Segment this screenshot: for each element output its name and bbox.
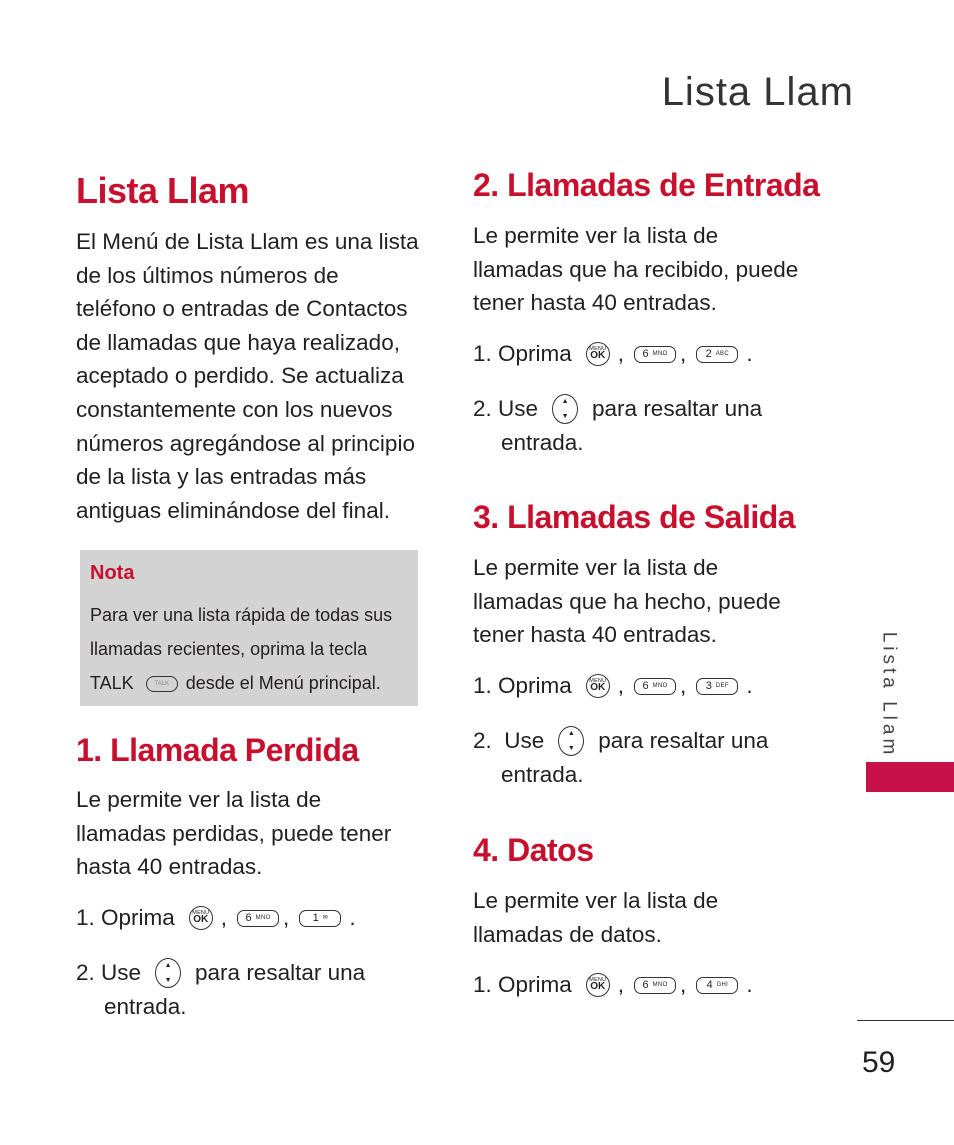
- intro-line: teléfono o entradas de Contactos: [76, 296, 408, 322]
- intro-line: constantemente con los nuevos: [76, 396, 393, 422]
- step-text: 2. Use: [473, 396, 539, 421]
- side-tab-marker: [866, 762, 954, 792]
- nav-key-icon: ▲ ▼: [155, 958, 181, 988]
- step-text: para resaltar una: [598, 728, 769, 753]
- step-1: [473, 671, 759, 701]
- step-2: [76, 956, 365, 1024]
- key-4-icon: 4 GHI: [696, 977, 738, 994]
- note-box: [80, 550, 418, 706]
- key-6-icon: 6 MNO: [634, 678, 676, 695]
- section-line: hasta 40 entradas.: [76, 854, 263, 880]
- section-heading: 1. Llamada Perdida: [76, 732, 359, 768]
- side-tab-text: Lista Llam: [878, 631, 900, 759]
- key-1-icon: 1 ✉: [299, 910, 341, 927]
- step-1: [76, 903, 362, 933]
- step-2: [473, 724, 768, 792]
- separator: ,: [220, 905, 228, 930]
- separator: ,: [283, 905, 290, 930]
- separator: .: [746, 673, 753, 698]
- step-text: para resaltar una: [592, 396, 763, 421]
- step-text: 1. Oprima: [473, 972, 572, 997]
- step-text: entrada.: [501, 762, 584, 787]
- section-line: Le permite ver la lista de: [76, 787, 322, 812]
- separator: .: [746, 972, 753, 997]
- section-heading: 2. Llamadas de Entrada: [473, 167, 820, 203]
- side-tab-label: [873, 631, 903, 759]
- section-paragraph: [76, 783, 436, 884]
- note-line: llamadas recientes, oprima la tecla: [90, 639, 368, 659]
- section-line: Le permite ver la lista de: [473, 223, 719, 248]
- section-line: llamadas perdidas, puede tener: [76, 820, 392, 846]
- section-line: llamadas de datos.: [473, 921, 662, 947]
- step-text: 1. Oprima: [473, 341, 572, 366]
- section-paragraph: [473, 884, 833, 951]
- section-line: tener hasta 40 entradas.: [473, 622, 717, 648]
- separator: ,: [680, 673, 687, 698]
- separator: .: [349, 905, 356, 930]
- step-text: entrada.: [501, 430, 584, 455]
- note-line: [90, 666, 392, 700]
- intro-line: El Menú de Lista Llam es una lista: [76, 229, 419, 254]
- section-heading: 3. Llamadas de Salida: [473, 499, 796, 535]
- step-1: [473, 970, 759, 1000]
- section-line: llamadas que ha hecho, puede: [473, 588, 781, 614]
- step-text: 2. Use: [473, 728, 545, 753]
- menu-ok-key-icon: MENU OK: [586, 342, 610, 366]
- note-body: [90, 598, 392, 700]
- section-line: tener hasta 40 entradas.: [473, 290, 717, 316]
- intro-paragraph: [76, 225, 436, 527]
- step-text: 1. Oprima: [473, 673, 572, 698]
- nav-key-icon: ▲ ▼: [558, 726, 584, 756]
- key-3-icon: 3 DEF: [696, 678, 738, 695]
- talk-label: TALK: [90, 673, 134, 693]
- intro-line: de llamadas que haya realizado,: [76, 329, 400, 355]
- intro-line: de la lista y las entradas más: [76, 464, 367, 490]
- nav-key-icon: ▲ ▼: [552, 394, 578, 424]
- section-heading: 4. Datos: [473, 832, 594, 868]
- note-title: Nota: [90, 562, 135, 584]
- page-number: 59: [862, 1046, 896, 1079]
- running-header-title: Lista Llam: [661, 70, 854, 114]
- menu-ok-key-icon: MENU OK: [586, 674, 610, 698]
- note-line-end: desde el Menú principal.: [185, 673, 381, 693]
- intro-heading: Lista Llam: [76, 170, 250, 211]
- separator: ,: [680, 972, 687, 997]
- key-6-icon: 6 MNO: [634, 346, 676, 363]
- step-text: para resaltar una: [195, 960, 366, 985]
- intro-line: antiguas eliminándose del final.: [76, 497, 390, 523]
- separator: ,: [680, 341, 687, 366]
- section-paragraph: [473, 551, 833, 652]
- key-2-icon: 2 ABC: [696, 346, 738, 363]
- section-paragraph: [473, 219, 833, 320]
- intro-line: números agregándose al principio: [76, 430, 415, 456]
- separator: ,: [617, 972, 625, 997]
- separator: .: [746, 341, 753, 366]
- intro-line: de los últimos números de: [76, 262, 339, 288]
- section-line: Le permite ver la lista de: [473, 888, 719, 913]
- menu-ok-key-icon: MENU OK: [586, 973, 610, 997]
- note-line: Para ver una lista rápida de todas sus: [90, 605, 393, 625]
- key-6-icon: 6 MNO: [237, 910, 279, 927]
- step-text: 1. Oprima: [76, 905, 175, 930]
- step-text: entrada.: [104, 994, 187, 1019]
- step-2: [473, 392, 762, 460]
- intro-line: aceptado o perdido. Se actualiza: [76, 363, 404, 389]
- separator: ,: [617, 673, 625, 698]
- talk-key-icon: TALK: [146, 676, 178, 692]
- menu-ok-key-icon: MENU OK: [189, 906, 213, 930]
- footer-rule: [857, 1020, 954, 1021]
- key-6-icon: 6 MNO: [634, 977, 676, 994]
- separator: ,: [617, 341, 625, 366]
- section-line: Le permite ver la lista de: [473, 555, 719, 580]
- step-1: [473, 339, 759, 369]
- section-line: llamadas que ha recibido, puede: [473, 256, 799, 282]
- step-text: 2. Use: [76, 960, 142, 985]
